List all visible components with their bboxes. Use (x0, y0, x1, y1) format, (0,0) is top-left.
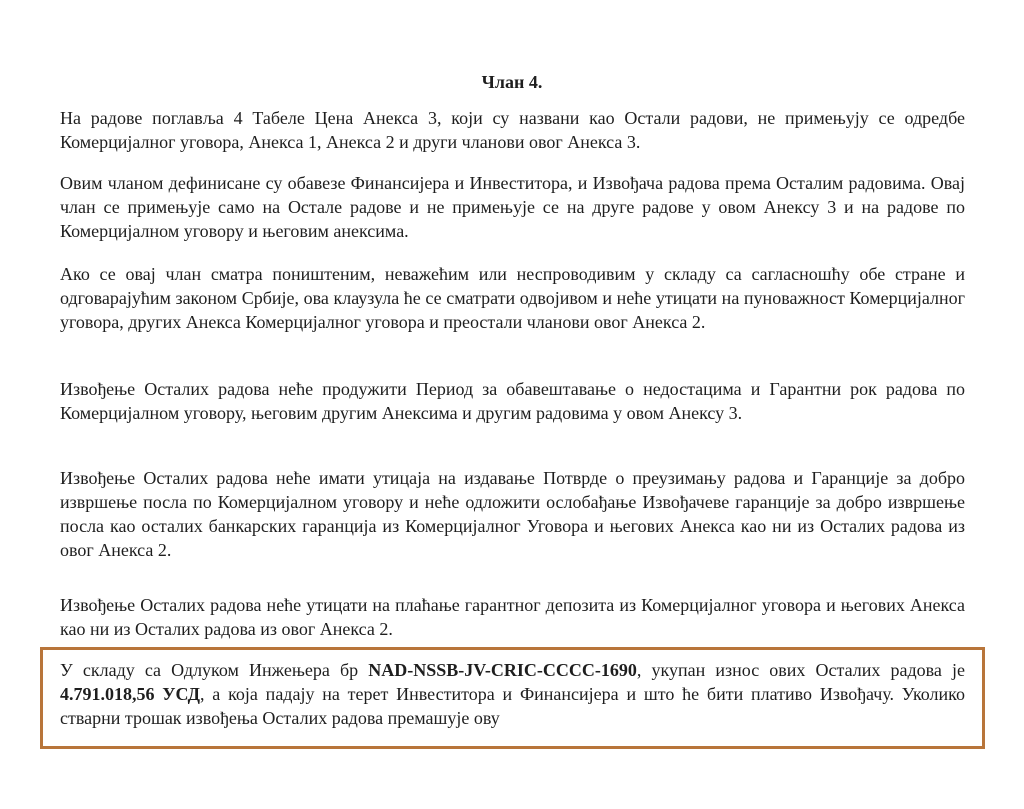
decision-number: NAD-NSSB-JV-CRIC-CCCC-1690 (368, 660, 637, 680)
highlighted-paragraph-box (40, 647, 985, 749)
highlighted-text-part-3: , а која падају на терет Инвеститора и Финансијера и што ће бити плативо Извођачу. Уколико стварни трошак извођења Осталих радова премашује ову (60, 684, 966, 728)
paragraph-6: Извођење Осталих радова неће утицати на плаћање гарантног депозита из Комерцијалног уговора и његових Анекса као ни из Осталих радова из овог Анекса 2. (60, 595, 965, 639)
total-amount: 4.791.018,56 УСД (60, 684, 200, 704)
paragraph-5: Извођење Осталих радова неће имати утицаја на издавање Потврде о преузимању радова и Гаранције за добро извршење посла по Комерцијалном уговору и неће одложити ослобађање Извођачеве гаранције за добро извршење посла као осталих банкарских гаранција из Комерцијалног Уговора и његових Анекса као ни из Осталих радова из овог Анекса 2. (60, 468, 965, 560)
highlighted-text-part-2: , укупан износ ових Осталих радова је (636, 660, 966, 680)
paragraph-4: Извођење Осталих радова неће продужити Период за обавештавање о недостацима и Гарантни рок радова по Комерцијалном уговору, његовим другим Анексима и другим радовима у овом Анексу 3. (60, 379, 965, 423)
paragraph-2: Овим чланом дефинисане су обавезе Финансијера и Инвеститора, и Извођача радова према Осталим радовима. Овај члан се примењује само на Остале радове и не примењује се на друге радове у овом Анексу 3 и на радове по Комерцијалном уговору и његовим анексима. (60, 173, 965, 241)
paragraph-1: На радове поглавља 4 Табеле Цена Анекса 3, који су названи као Остали радови, не примењују се одредбе Комерцијалног уговора, Анекса 1, Анекса 2 и други чланови овог Анекса 3. (60, 108, 965, 152)
article-heading: Члан 4. (481, 72, 543, 92)
highlighted-text-part-1: У складу са Одлуком Инжењера бр (60, 660, 369, 680)
highlighted-paragraph (60, 658, 965, 730)
paragraph-3: Ако се овај члан сматра поништеним, неважећим или неспроводивим у складу са сагласношћу обе стране и одговарајућим законом Србије, ова клаузула ће се сматрати одвојивом и неће утицати на пуноважност Комерцијалног уговора, других Анекса Комерцијалног уговора и преостали чланови овог Анекса 2. (60, 264, 965, 332)
